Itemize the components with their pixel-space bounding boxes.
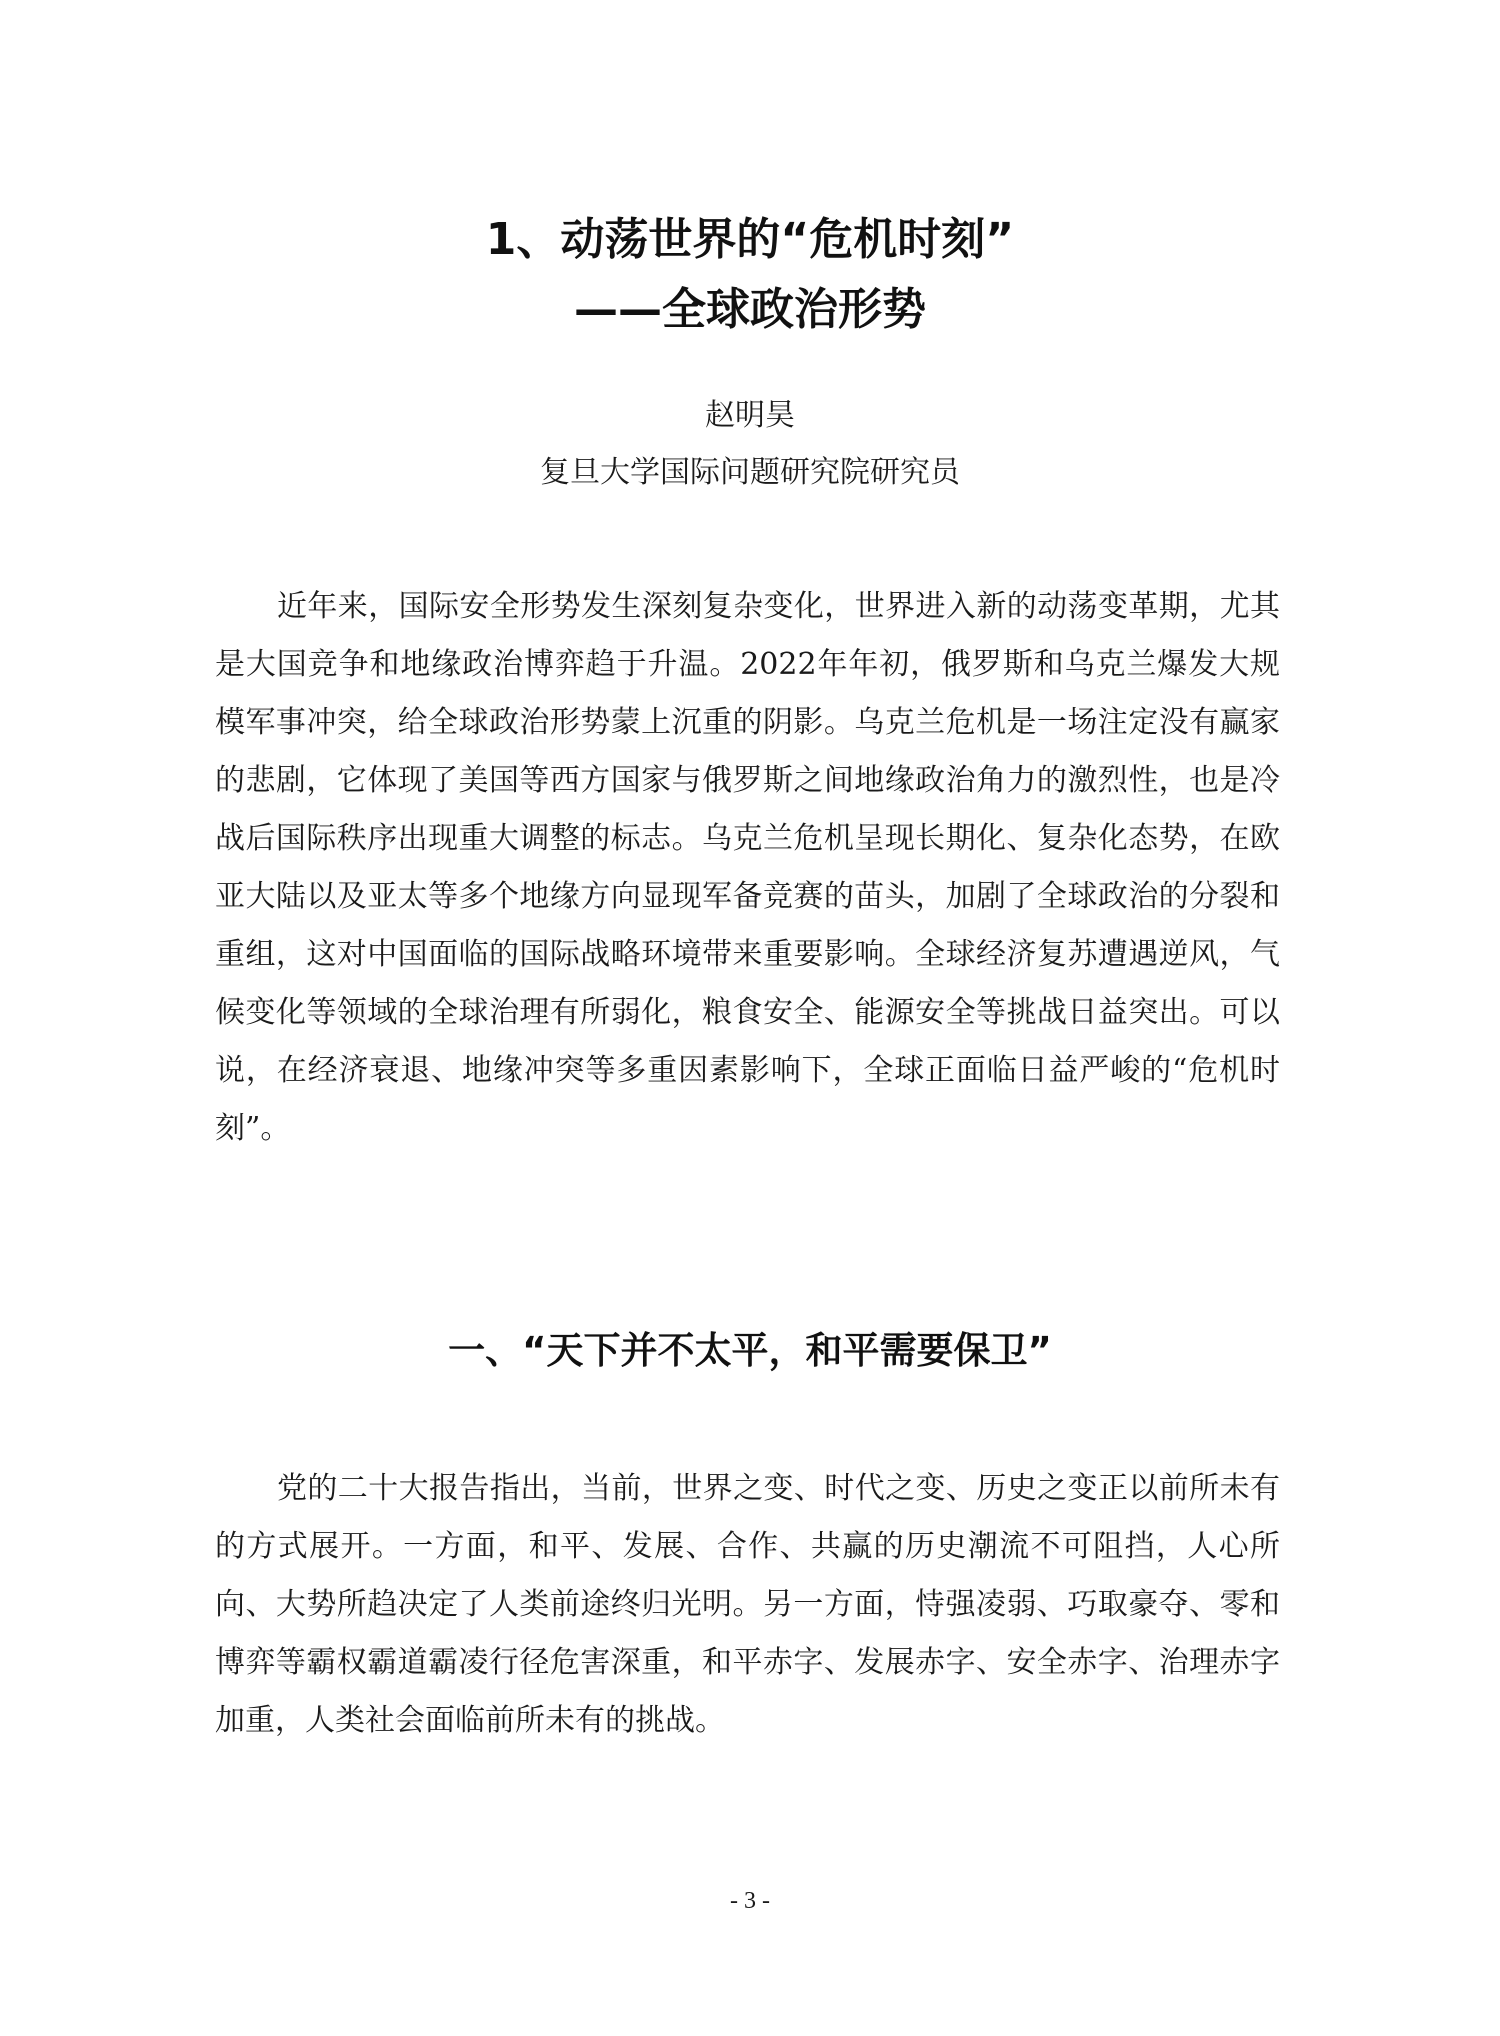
section-paragraph: 党的二十大报告指出，当前，世界之变、时代之变、历史之变正以前所未有的方式展开。一方面，和平、发展、合作、共赢的历史潮流不可阻挡，人心所向、大势所趋决定了人类前途终归光明。另一方面，恃强凌弱、巧取豪夺、零和博弈等霸权霸道霸凌行径危害深重，和平赤字、发展赤字、安全赤字、治理赤字加重，人类社会面临前所未有的挑战。 (215, 1471, 1280, 1738)
intro-paragraph: 近年来，国际安全形势发生深刻复杂变化，世界进入新的动荡变革期，尤其是大国竞争和地缘政治博弈趋于升温。2022年年初，俄罗斯和乌克兰爆发大规模军事冲突，给全球政治形势蒙上沉重的阴影。乌克兰危机是一场注定没有赢家的悲剧，它体现了美国等西方国家与俄罗斯之间地缘政治角力的激烈性，也是冷战后国际秩序出现重大调整的标志。乌克兰危机呈现长期化、复杂化态势，在欧亚大陆以及亚太等多个地缘方向显现军备竞赛的苗头，加剧了全球政治的分裂和重组，这对中国面临的国际战略环境带来重要影响。全球经济复苏遭遇逆风，气候变化等领域的全球治理有所弱化，粮食安全、能源安全等挑战日益突出。可以说，在经济衰退、地缘冲突等多重因素影响下，全球正面临日益严峻的“危机时刻”。 (215, 589, 1280, 1146)
title-line-1: 1、动荡世界的“危机时刻” (485, 214, 1015, 265)
author-name: 赵明昊 (705, 398, 795, 433)
section-heading: 一、“天下并不太平，和平需要保卫” (448, 1329, 1052, 1372)
title-line-2: ——全球政治形势 (574, 284, 926, 335)
author-affiliation: 复旦大学国际问题研究院研究员 (540, 455, 960, 490)
page-number: - 3 - (730, 1888, 770, 1914)
